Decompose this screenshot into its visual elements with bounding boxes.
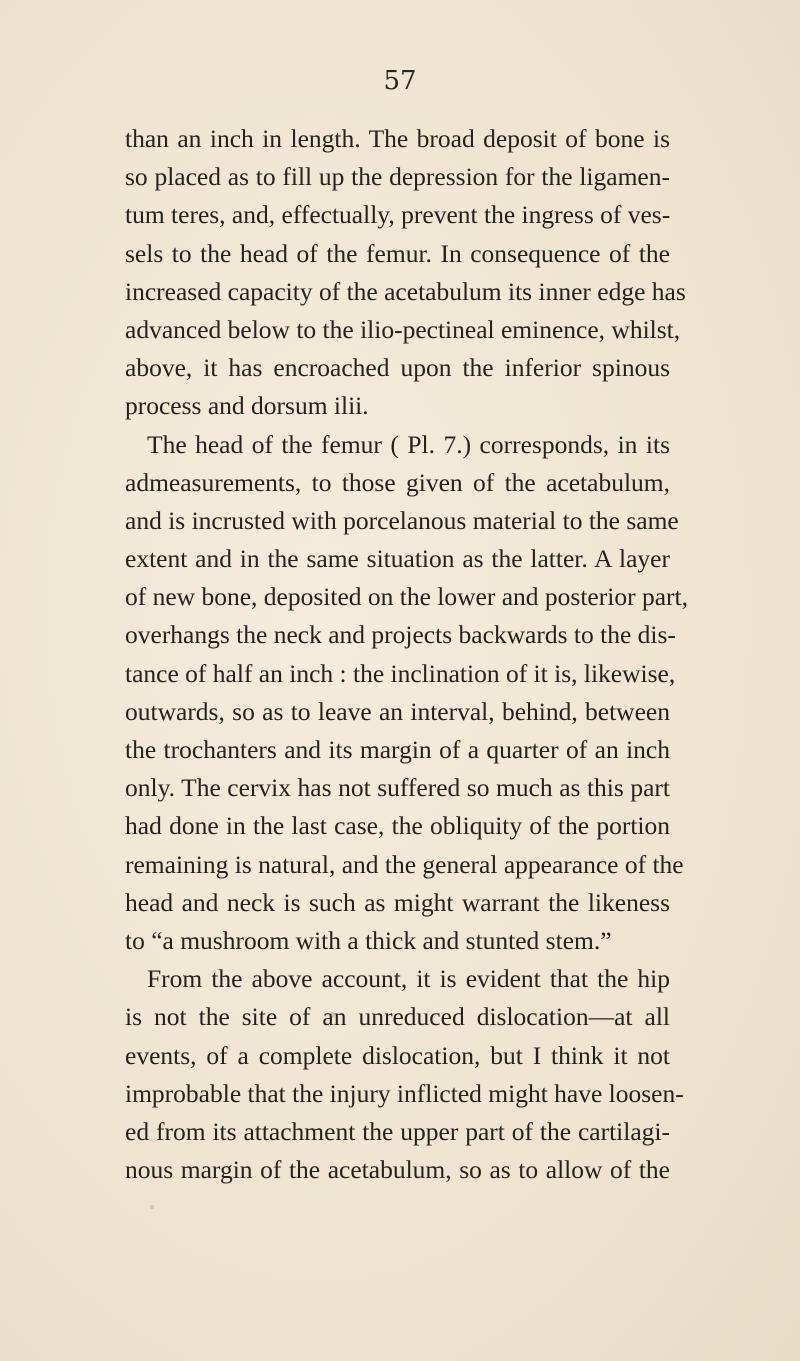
- text-line: sels to the head of the femur. In consequence of the: [125, 238, 670, 268]
- paragraph-start-line: From the above account, it is evident that the hip: [147, 964, 670, 994]
- text-line: overhangs the neck and projects backwards to the dis-: [125, 620, 676, 650]
- paragraph-start-line: The head of the femur ( Pl. 7.) corresponds, in its: [147, 429, 670, 459]
- text-line: of new bone, deposited on the lower and posterior part,: [125, 582, 688, 612]
- text-line: remaining is natural, and the general appearance of the: [125, 849, 684, 879]
- text-line: increased capacity of the acetabulum its inner edge has: [125, 276, 686, 306]
- text-line: events, of a complete dislocation, but I think it not: [125, 1040, 670, 1070]
- text-line: outwards, so as to leave an interval, behind, between: [125, 696, 670, 726]
- paragraph-end-line: to “a mushroom with a thick and stunted stem.”: [125, 925, 612, 955]
- text-line: admeasurements, to those given of the acetabulum,: [125, 467, 670, 497]
- paragraph-end-line: process and dorsum ilii.: [125, 391, 369, 421]
- body-text: [125, 120, 688, 1189]
- text-line: tum teres, and, effectually, prevent the ingress of ves-: [125, 200, 671, 230]
- text-line: improbable that the injury inflicted might have loosen-: [125, 1078, 684, 1108]
- text-line: above, it has encroached upon the inferior spinous: [125, 353, 670, 383]
- text-line: nous margin of the acetabulum, so as to allow of the: [125, 1155, 670, 1185]
- text-line: tance of half an inch : the inclination of it is, likewise,: [125, 658, 676, 688]
- text-line: advanced below to the ilio-pectineal eminence, whilst,: [125, 314, 681, 344]
- text-line: only. The cervix has not suffered so much as this part: [125, 773, 670, 803]
- ink-speck: [150, 1205, 154, 1209]
- text-line: ed from its attachment the upper part of the cartilagi-: [125, 1116, 670, 1146]
- text-line: and is incrusted with porcelanous material to the same: [125, 505, 679, 535]
- text-line: had done in the last case, the obliquity of the portion: [125, 811, 670, 841]
- text-line: is not the site of an unreduced dislocation—at all: [125, 1002, 670, 1032]
- ink-speck: [329, 1012, 335, 1018]
- page-number: 57: [383, 66, 417, 96]
- text-line: the trochanters and its margin of a quarter of an inch: [125, 735, 670, 764]
- text-line: so placed as to fill up the depression for the ligamen-: [125, 162, 670, 192]
- text-line: than an inch in length. The broad deposit of bone is: [125, 124, 670, 153]
- text-line: extent and in the same situation as the latter. A layer: [125, 544, 670, 574]
- text-line: head and neck is such as might warrant the likeness: [125, 887, 670, 917]
